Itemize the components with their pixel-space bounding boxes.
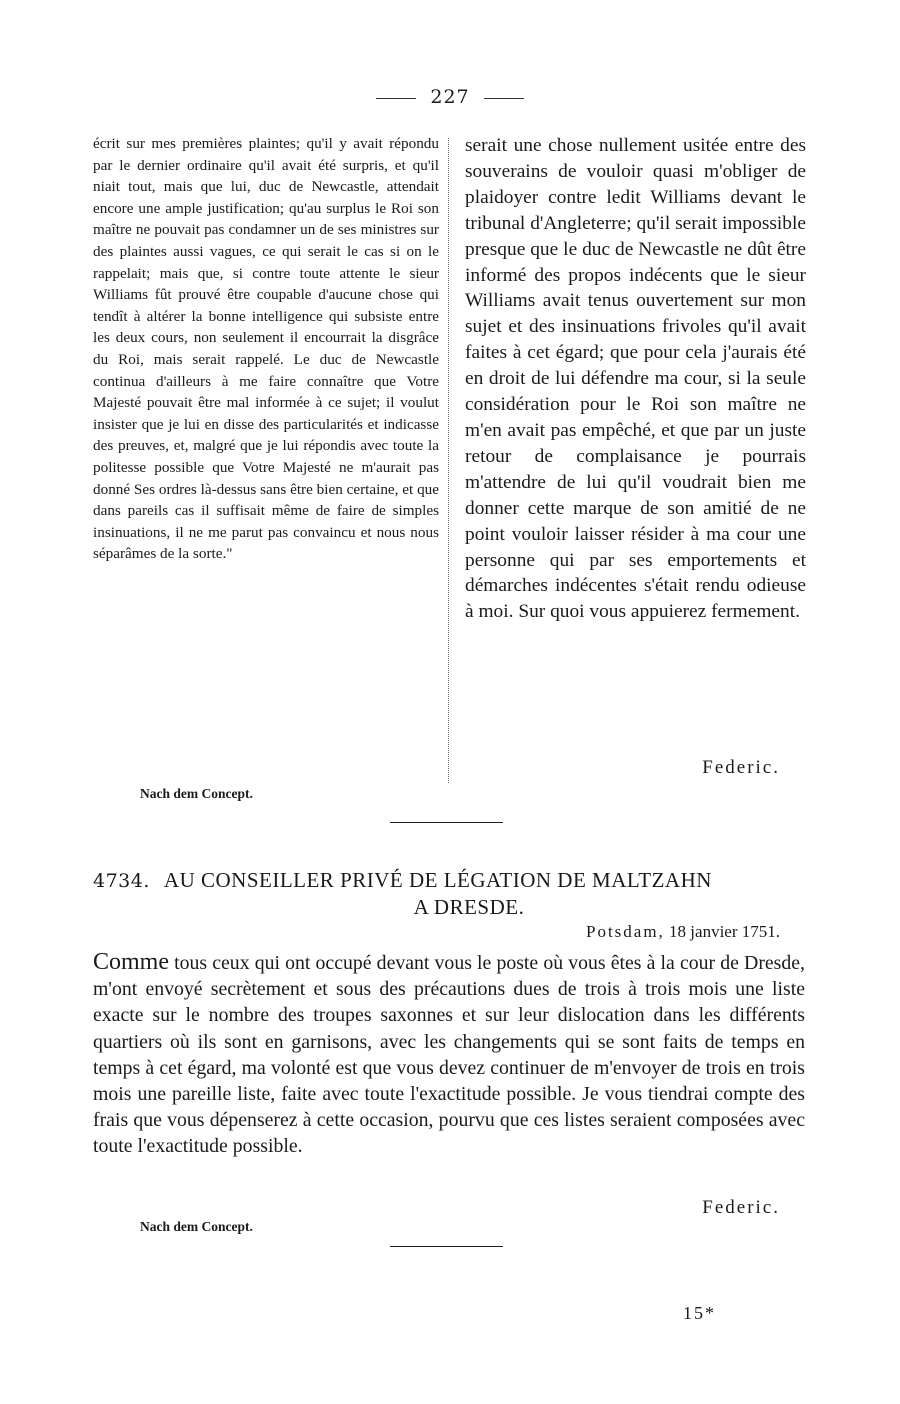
page-number (350, 86, 550, 108)
letter-body-lead-word: Comme (93, 949, 169, 975)
left-column-text: écrit sur mes premières plaintes; qu'il y avait répondu par le dernier ordinaire qu'il avait été surpris, et qu'il niait tout, mais que lui, duc de Newcastle, attendait encore une ample justification; qu'au surplus le Roi son maître ne pouvait pas condamner un de ses ministres sur des plaintes aussi vagues, ce qui serait le cas si on le rappelait; mais que, si contre toute attente le sieur Williams fût prouvé être coupable d'aucune chose qui tendît à altérer la bonne intelligence qui subsiste entre les deux cours, non seulement il encourrait la disgrâce du Roi, mais serait rappelé. Le duc de Newcastle continua d'ailleurs à me faire connaître que Votre Majesté pouvait être mal informée à ce sujet; il voulut insister que je lui en disse des particularités et indicasse des preuves, et, malgré que je lui répondis avec toute la politesse possible que Votre Majesté ne m'aurait pas donné Ses ordres là-dessus sans être bien certaine, et que dans pareils cas il suffisait même de faire de simples insinuations, il ne me parut pas convaincu et nous nous séparâmes de la sorte." (93, 135, 439, 563)
signature-first-letter: Federic. (702, 757, 780, 778)
letter-heading-line1: AU CONSEILLER PRIVÉ DE LÉGATION DE MALTZAHN (163, 868, 712, 892)
letter-heading-line2: A DRESDE. (413, 895, 525, 919)
letter-body (93, 949, 805, 1160)
section-separator-rule (390, 822, 503, 823)
page-number-rule-right (484, 98, 524, 99)
column-divider (448, 138, 449, 783)
source-note-first-letter: Nach dem Concept. (140, 786, 253, 801)
end-separator-rule (390, 1246, 503, 1247)
signature-second-letter: Federic. (702, 1197, 780, 1218)
letter-number: 4734. (93, 870, 150, 892)
letter-body-text: tous ceux qui ont occupé devant vous le poste où vous êtes à la cour de Dresde, m'ont envoyé secrètement et sous des précautions dues de trois à trois mois une liste exacte sur le nombre des troupes saxonnes et sur leur dislocation dans les différents quartiers où ils sont en garnisons, avec les changements qui se sont faits de temps en temps à cet égard, ma volonté est que vous devez continuer de m'envoyer de trois en trois mois une pareille liste, faite avec toute l'exactitude possible. Je vous tiendrai compte des frais que vous dépenserez à cette occasion, pourvu que ces listes seraient composées avec toute l'exactitude possible. (93, 952, 805, 1158)
sheet-signature-mark: 15* (683, 1303, 716, 1323)
page-number-text: 227 (430, 86, 470, 108)
right-column-text: serait une chose nullement usitée entre des souverains de vouloir quasi m'obliger de plaidoyer contre ledit Williams devant le tribunal d'Angleterre; qu'il serait impossible presque que le duc de Newcastle ne dût être informé des propos indécents que le sieur Williams avait tenus ouvertement sur mon sujet et des insinuations frivoles qu'il avait faites à cet égard; que pour cela j'aurais été en droit de lui défendre ma cour, si la seule considération pour le Roi son maître ne m'en avait pas empêché, et que par un juste retour de complaisance je pourrais m'attendre de lui qu'il voudrait bien me donner cette marque de son amitié de ne point vouloir laisser résider à ma cour une personne qui par ses emportements et démarches indécentes s'était rendu odieuse à moi. Sur quoi vous appuierez fermement. (465, 135, 806, 623)
letter-heading (93, 867, 805, 920)
source-note-second-letter: Nach dem Concept. (140, 1219, 253, 1234)
letter-place: Potsdam, (585, 922, 665, 941)
letter-date: 18 janvier 1751. (669, 922, 780, 941)
page-number-rule-left (376, 98, 416, 99)
letter-dateline (470, 922, 780, 942)
